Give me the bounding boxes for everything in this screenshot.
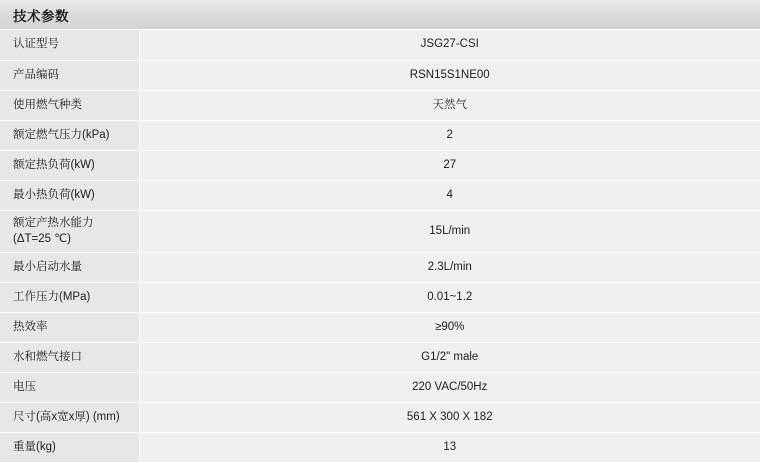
spec-value-cell: 220 VAC/50Hz [139,372,760,402]
spec-value-cell: 天然气 [139,90,760,120]
spec-value-cell: 15L/min [139,210,760,252]
spec-label-cell [0,210,139,252]
table-row [0,342,760,372]
spec-label-text: 重量(kg) [13,441,56,453]
spec-label-text: 认证型号 [13,38,59,51]
spec-label-cell [0,150,139,180]
spec-value-cell: 2.3L/min [139,252,760,282]
spec-label-cell [0,372,139,402]
spec-label-cell [0,312,139,342]
spec-label-text: 额定产热水能力 [13,216,94,229]
table-row [0,372,760,402]
table-row [0,432,760,462]
spec-label-cell [0,90,139,120]
spec-value-cell: 4 [139,180,760,210]
spec-label-text: 水和燃气接口 [13,351,82,363]
spec-label-text: 最小启动水量 [13,261,82,273]
specifications-table [0,30,760,463]
spec-label-cell [0,180,139,210]
spec-label-text-secondary: (ΔT=25 ℃) [13,233,71,246]
spec-label-text: 热效率 [13,321,48,333]
spec-label-cell [0,252,139,282]
spec-label-text: 产品编码 [13,68,59,81]
spec-value-cell: ≥90% [139,312,760,342]
table-row [0,180,760,210]
spec-label-cell [0,60,139,90]
spec-label-cell [0,120,139,150]
spec-label-cell [0,282,139,312]
spec-label-text: 额定热负荷(kW) [13,158,95,171]
table-row [0,282,760,312]
spec-label-text: 电压 [13,381,36,393]
spec-label-text: 额定燃气压力(kPa) [13,128,110,141]
spec-label-text: 使用燃气种类 [13,98,82,111]
spec-label-text: 工作压力(MPa) [13,291,91,303]
spec-value-cell: 2 [139,120,760,150]
specifications-table-body [0,30,760,462]
table-row [0,402,760,432]
table-row [0,90,760,120]
table-row [0,120,760,150]
spec-label-cell [0,30,139,60]
spec-value-cell: JSG27-CSI [139,30,760,60]
table-row [0,60,760,90]
specifications-header [0,0,760,30]
spec-label-cell [0,432,139,462]
table-row [0,252,760,282]
table-row [0,30,760,60]
spec-value-cell: 13 [139,432,760,462]
table-row [0,312,760,342]
table-row [0,150,760,180]
table-row [0,210,760,252]
spec-value-cell: G1/2" male [139,342,760,372]
spec-label-cell [0,342,139,372]
spec-label-text: 尺寸(高x宽x厚) (mm) [13,411,120,423]
page-title: 技术参数 [13,8,69,24]
spec-value-cell: 0.01~1.2 [139,282,760,312]
spec-value-cell: 561 X 300 X 182 [139,402,760,432]
spec-label-text: 最小热负荷(kW) [13,188,95,201]
spec-label-cell [0,402,139,432]
spec-value-cell: 27 [139,150,760,180]
spec-value-cell: RSN15S1NE00 [139,60,760,90]
